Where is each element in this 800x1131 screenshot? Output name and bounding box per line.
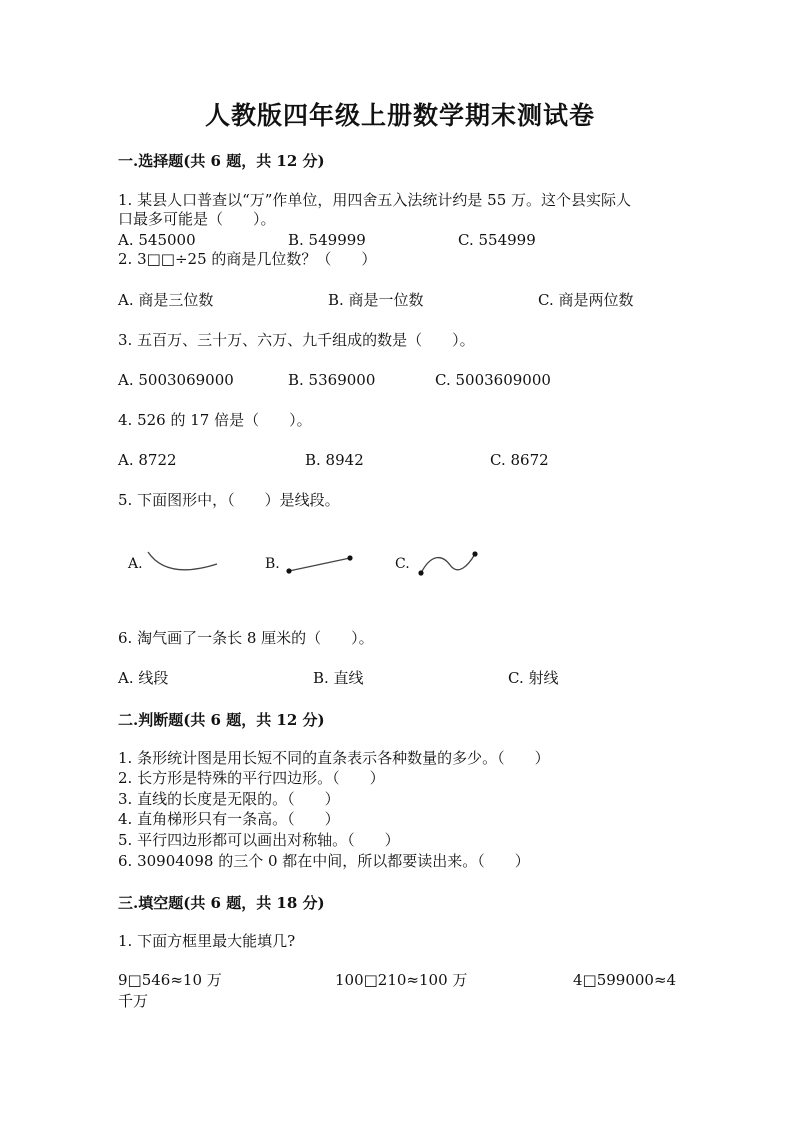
question-4-option-b: B. 8942: [305, 451, 364, 469]
section-heading-judge: 二.判断题(共 6 题，共 12 分): [118, 711, 325, 729]
fill-item-2: 100□210≈100 万: [335, 971, 468, 989]
question-4-option-c: C. 8672: [490, 451, 549, 469]
fill-item-1: 9□546≈10 万: [118, 971, 222, 989]
question-2-option-c: C. 商是两位数: [538, 291, 634, 309]
section-heading-fill: 三.填空题(共 6 题，共 18 分): [118, 894, 325, 912]
question-1-option-a: A. 545000: [118, 231, 196, 249]
fill-question-1-text: 1. 下面方框里最大能填几?: [118, 932, 296, 950]
section-heading-choice: 一.选择题(共 6 题，共 12 分): [118, 152, 325, 170]
judge-item-1: 1. 条形统计图是用长短不同的直条表示各种数量的多少。（ ）: [118, 749, 550, 767]
fill-item-3-wrap: 千万: [118, 992, 149, 1010]
question-3-option-b: B. 5369000: [288, 371, 376, 389]
figure-c-label: C.: [395, 556, 410, 572]
question-1-option-b: B. 549999: [288, 231, 366, 249]
question-4-option-a: A. 8722: [118, 451, 177, 469]
question-2-option-a: A. 商是三位数: [118, 291, 214, 309]
question-1-text-line2: 口最多可能是（ ）。: [118, 210, 276, 228]
question-1-option-c: C. 554999: [458, 231, 536, 249]
question-6-option-b: B. 直线: [313, 669, 364, 687]
question-1-text-line1: 1. 某县人口普查以“万”作单位，用四舍五入法统计约是 55 万。这个县实际人: [118, 191, 632, 209]
question-6-option-c: C. 射线: [508, 669, 559, 687]
question-2-option-b: B. 商是一位数: [328, 291, 424, 309]
judge-item-2: 2. 长方形是特殊的平行四边形。（ ）: [118, 769, 385, 787]
figure-b-segment: [283, 552, 358, 577]
judge-item-6: 6. 30904098 的三个 0 都在中间，所以都要读出来。（ ）: [118, 852, 530, 870]
fill-item-3: 4□599000≈4: [573, 971, 677, 989]
question-3-text: 3. 五百万、三十万、六万、九千组成的数是（ ）。: [118, 331, 475, 349]
figure-a-label: A.: [128, 556, 143, 572]
figure-b-label: B.: [265, 556, 280, 572]
judge-item-5: 5. 平行四边形都可以画出对称轴。（ ）: [118, 831, 400, 849]
question-5-text: 5. 下面图形中，（ ）是线段。: [118, 491, 340, 509]
judge-item-4: 4. 直角梯形只有一条高。（ ）: [118, 810, 340, 828]
judge-item-3: 3. 直线的长度是无限的。（ ）: [118, 790, 340, 808]
question-6-option-a: A. 线段: [118, 669, 169, 687]
figure-a-curve: [145, 548, 225, 578]
question-4-text: 4. 526 的 17 倍是（ ）。: [118, 411, 312, 429]
question-2-text: 2. 3□□÷25 的商是几位数？（ ）: [118, 250, 377, 268]
question-3-option-a: A. 5003069000: [118, 371, 234, 389]
figure-c-curve: [414, 548, 484, 580]
page-title: 人教版四年级上册数学期末测试卷: [204, 101, 595, 130]
question-3-option-c: C. 5003609000: [435, 371, 551, 389]
question-6-text: 6. 淘气画了一条长 8 厘米的（ ）。: [118, 629, 374, 647]
